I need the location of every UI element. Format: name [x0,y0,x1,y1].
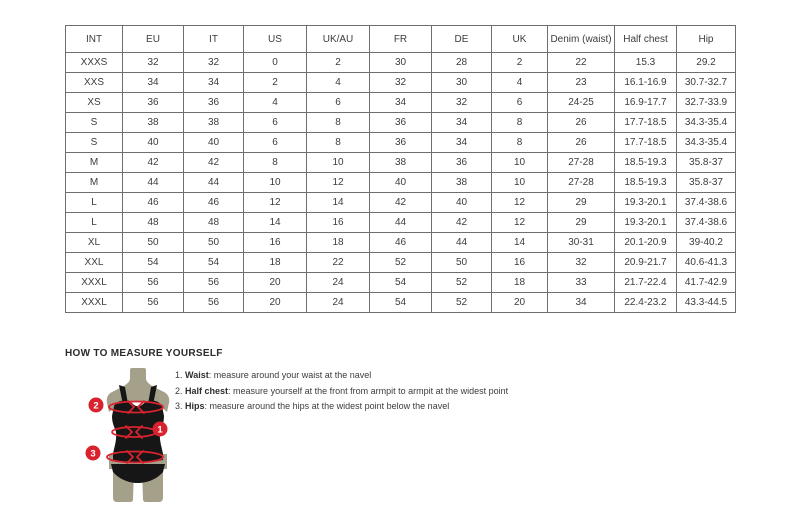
measure-section-title: HOW TO MEASURE YOURSELF [65,348,223,359]
size-cell: 27-28 [548,153,615,173]
step-text: : measure around the hips at the widest point below the navel [204,401,450,411]
table-row [66,53,736,73]
size-cell: 56 [184,293,244,313]
size-cell: 6 [307,93,370,113]
size-cell: 48 [184,213,244,233]
size-cell: XXXL [66,273,123,293]
size-cell: 32.7-33.9 [677,93,736,113]
size-cell: 34 [432,133,492,153]
size-cell: 46 [184,193,244,213]
size-cell: 29 [548,193,615,213]
size-cell: 10 [492,173,548,193]
size-cell: 40 [432,193,492,213]
size-cell: 32 [184,53,244,73]
size-cell: M [66,173,123,193]
size-cell: 33 [548,273,615,293]
size-cell: 50 [123,233,184,253]
step-label: Hips [185,401,205,411]
column-header: Half chest [615,26,677,53]
size-cell: 34.3-35.4 [677,133,736,153]
size-cell: 41.7-42.9 [677,273,736,293]
size-cell: 29 [548,213,615,233]
size-cell: 32 [548,253,615,273]
size-cell: 56 [184,273,244,293]
size-cell: 30.7-32.7 [677,73,736,93]
size-cell: 16 [244,233,307,253]
size-cell: 34 [370,93,432,113]
size-cell: 39-40.2 [677,233,736,253]
size-cell: 42 [370,193,432,213]
size-cell: 6 [244,113,307,133]
size-cell: 32 [370,73,432,93]
size-cell: 43.3-44.5 [677,293,736,313]
size-cell: 8 [244,153,307,173]
size-cell: 50 [432,253,492,273]
size-cell: XXXS [66,53,123,73]
size-cell: 18 [244,253,307,273]
size-cell: 24-25 [548,93,615,113]
size-cell: 46 [123,193,184,213]
size-cell: 16.1-16.9 [615,73,677,93]
size-cell: 32 [123,53,184,73]
size-cell: 52 [432,273,492,293]
size-cell: 36 [432,153,492,173]
size-cell: XXL [66,253,123,273]
column-header: Hip [677,26,736,53]
size-cell: 4 [492,73,548,93]
size-cell: 38 [432,173,492,193]
size-cell: 12 [492,213,548,233]
step-label: Half chest [185,385,229,396]
step-text: : measure around your waist at the navel [208,370,372,380]
step-label: Waist [185,370,209,380]
size-cell: 30-31 [548,233,615,253]
size-cell: 54 [123,253,184,273]
step-number: 1. [175,370,183,380]
size-cell: 29.2 [677,53,736,73]
measure-section [65,348,625,460]
size-cell: 20.1-20.9 [615,233,677,253]
step-number: 2. [175,385,183,396]
size-cell: 40 [123,133,184,153]
size-cell: 22 [307,253,370,273]
size-table-body [66,53,736,313]
size-cell: XS [66,93,123,113]
size-cell: L [66,193,123,213]
size-cell: 20 [244,293,307,313]
size-cell: 38 [184,113,244,133]
step-text: : measure yourself at the front from armpit to armpit at the widest point [228,385,509,396]
size-cell: 38 [123,113,184,133]
size-cell: 17.7-18.5 [615,133,677,153]
column-header: FR [370,26,432,53]
size-cell: 22 [548,53,615,73]
badge-waist [153,422,168,437]
size-cell: L [66,213,123,233]
size-cell: 14 [492,233,548,253]
table-row [66,253,736,273]
size-cell: 46 [370,233,432,253]
size-cell: 35.8-37 [677,153,736,173]
header-row [66,26,736,53]
size-cell: 14 [244,213,307,233]
size-cell: 19.3-20.1 [615,213,677,233]
column-header: UK [492,26,548,53]
size-cell: 44 [184,173,244,193]
table-row [66,93,736,113]
size-cell: 8 [492,133,548,153]
size-cell: 35.8-37 [677,173,736,193]
size-cell: 18 [307,233,370,253]
size-cell: 30 [432,73,492,93]
size-cell: 16 [492,253,548,273]
size-cell: XXS [66,73,123,93]
size-cell: 28 [432,53,492,73]
size-cell: 36 [123,93,184,113]
size-cell: XL [66,233,123,253]
measure-step-waist [175,371,508,380]
size-cell: 38 [370,153,432,173]
size-cell: 40.6-41.3 [677,253,736,273]
size-cell: 37.4-38.6 [677,193,736,213]
table-row [66,73,736,93]
size-cell: 26 [548,133,615,153]
size-cell: 44 [370,213,432,233]
column-header: DE [432,26,492,53]
column-header: US [244,26,307,53]
size-cell: 40 [370,173,432,193]
size-cell: 20 [244,273,307,293]
size-cell: 36 [184,93,244,113]
size-cell: 17.7-18.5 [615,113,677,133]
svg-text:1: 1 [157,424,163,436]
table-row [66,213,736,233]
size-cell: 26 [548,113,615,133]
svg-text:3: 3 [90,448,96,460]
size-chart-table [65,25,736,313]
size-cell: 10 [492,153,548,173]
size-cell: 34 [432,113,492,133]
size-cell: 36 [370,133,432,153]
svg-text:2: 2 [93,400,99,412]
size-cell: 42 [432,213,492,233]
size-cell: 50 [184,233,244,253]
size-cell: 27-28 [548,173,615,193]
size-cell: 18.5-19.3 [615,153,677,173]
size-cell: 2 [244,73,307,93]
size-cell: 14 [307,193,370,213]
size-cell: 4 [244,93,307,113]
size-cell: 56 [123,273,184,293]
size-cell: 12 [492,193,548,213]
size-cell: 54 [370,293,432,313]
size-cell: S [66,113,123,133]
column-header: UK/AU [307,26,370,53]
size-cell: 30 [370,53,432,73]
size-cell: 16.9-17.7 [615,93,677,113]
size-cell: 34.3-35.4 [677,113,736,133]
size-cell: 10 [307,153,370,173]
size-cell: 56 [123,293,184,313]
size-cell: 4 [307,73,370,93]
size-cell: 42 [123,153,184,173]
size-cell: 18.5-19.3 [615,173,677,193]
size-cell: 22.4-23.2 [615,293,677,313]
size-cell: 8 [307,133,370,153]
size-cell: XXXL [66,293,123,313]
table-row [66,173,736,193]
size-cell: 16 [307,213,370,233]
size-cell: 20 [492,293,548,313]
size-cell: 44 [123,173,184,193]
size-cell: 2 [492,53,548,73]
table-row [66,293,736,313]
column-header: IT [184,26,244,53]
size-cell: 52 [370,253,432,273]
column-header: EU [123,26,184,53]
size-cell: 24 [307,293,370,313]
column-header: Denim (waist) [548,26,615,53]
column-header: INT [66,26,123,53]
size-cell: S [66,133,123,153]
table-row [66,193,736,213]
size-cell: 21.7-22.4 [615,273,677,293]
size-cell: 18 [492,273,548,293]
size-cell: 40 [184,133,244,153]
size-cell: 6 [492,93,548,113]
size-cell: 10 [244,173,307,193]
measure-step-half-chest [175,387,508,396]
size-cell: 20.9-21.7 [615,253,677,273]
badge-half-chest [89,398,104,413]
step-number: 3. [175,401,183,411]
size-cell: 54 [370,273,432,293]
badge-hips [86,446,101,461]
size-cell: 8 [492,113,548,133]
size-cell: 34 [123,73,184,93]
size-cell: 52 [432,293,492,313]
table-row [66,153,736,173]
table-row [66,113,736,133]
size-cell: 24 [307,273,370,293]
size-cell: 8 [307,113,370,133]
size-cell: 34 [184,73,244,93]
size-cell: 2 [307,53,370,73]
size-cell: 6 [244,133,307,153]
size-cell: 37.4-38.6 [677,213,736,233]
size-cell: 54 [184,253,244,273]
size-cell: 0 [244,53,307,73]
size-cell: 19.3-20.1 [615,193,677,213]
size-cell: 12 [244,193,307,213]
size-cell: 34 [548,293,615,313]
size-cell: 42 [184,153,244,173]
size-cell: 23 [548,73,615,93]
table-row [66,273,736,293]
table-row [66,233,736,253]
measure-steps-list [175,371,508,418]
size-cell: 15.3 [615,53,677,73]
size-cell: 48 [123,213,184,233]
table-row [66,133,736,153]
measure-step-hips [175,402,508,411]
size-cell: 36 [370,113,432,133]
size-cell: 44 [432,233,492,253]
size-cell: 12 [307,173,370,193]
size-cell: M [66,153,123,173]
size-cell: 32 [432,93,492,113]
